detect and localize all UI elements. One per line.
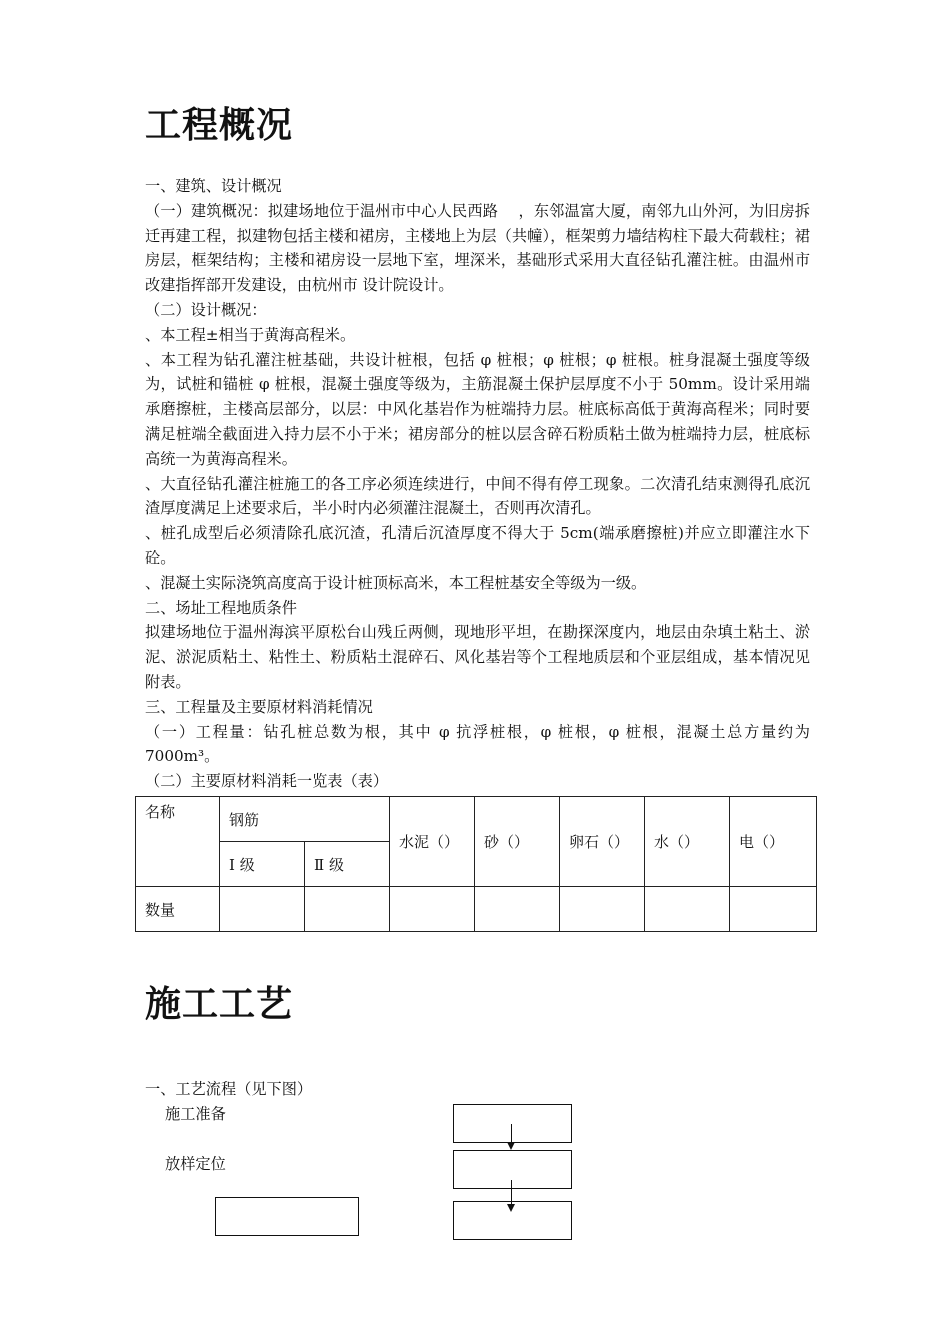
table-cell-power: 电（） xyxy=(730,797,817,887)
flow-box-side xyxy=(215,1197,359,1236)
heading-geology: 二、场址工程地质条件 xyxy=(145,598,297,617)
heading-building-design: 一、建筑、设计概况 xyxy=(145,177,282,195)
flow-arrow-head-1 xyxy=(507,1142,515,1150)
table-cell-empty xyxy=(730,887,817,932)
paragraph-geology: 拟建场地位于温州海滨平原松台山残丘两侧，现地形平坦，在勘探深度内，地层由杂填土粘土、淤泥、淤泥质粘土、粘性土、粉质粘土混碎石、风化基岩等个工程地质层和个亚层组成，基本情况见附表。 xyxy=(145,623,810,691)
heading-design-overview: （二）设计概况： xyxy=(145,300,267,319)
table-cell-grade2: Ⅱ 级 xyxy=(305,842,390,887)
table-cell-steel-header: 钢筋 xyxy=(220,797,390,842)
heading-materials-table: （二）主要原材料消耗一览表（表） xyxy=(145,772,388,791)
table-cell-empty xyxy=(645,887,730,932)
heading-quantities: 三、工程量及主要原材料消耗情况 xyxy=(145,697,373,716)
flow-arrow-line-1 xyxy=(511,1124,512,1144)
paragraph-elevation: 、本工程±相当于黄海高程米。 xyxy=(145,325,356,344)
table-cell-empty xyxy=(220,887,305,932)
paragraph-quantities: （一）工程量：钻孔桩总数为根，其中 φ 抗浮桩根，φ 桩根，φ 桩根，混凝土总方量约为 7000m³。 xyxy=(145,722,810,766)
flow-box-1 xyxy=(453,1104,572,1143)
paragraph-building-overview: （一）建筑概况：拟建场地位于温州市中心人民西路 ，东邻温富大厦，南邻九山外河，为旧房拆迁再建工程，拟建物包括主楼和裙房，主楼地上为层（共幢），框架剪力墙结构柱下最大荷载柱；裙房层，框架结构；主楼和裙房设一层地下室，埋深米，基础形式采用大直径钻孔灌注桩。由温州市 改建指挥部开发建设，由杭州市 设计院设计。 xyxy=(145,201,810,295)
page-title-overview: 工程概况 xyxy=(145,105,294,146)
table-header-row xyxy=(136,797,817,842)
table-cell-grade1: Ⅰ 级 xyxy=(220,842,305,887)
table-cell-empty xyxy=(560,887,645,932)
table-cell-name-header: 名称 xyxy=(136,797,220,887)
paragraph-sediment-clearing: 、桩孔成型后必须清除孔底沉渣，孔清后沉渣厚度不得大于 5cm(端承磨擦桩)并应立即灌注水下砼。 xyxy=(145,524,810,567)
overview-body xyxy=(145,174,810,794)
table-cell-empty xyxy=(390,887,475,932)
flow-heading: 一、工艺流程（见下图） xyxy=(145,1080,313,1098)
page-title-process: 施工工艺 xyxy=(145,984,294,1025)
table-cell-empty xyxy=(475,887,560,932)
materials-table xyxy=(135,796,817,932)
flow-arrow-head-2 xyxy=(507,1204,515,1212)
paragraph-concrete-height: 、混凝土实际浇筑高度高于设计桩顶标高米，本工程桩基安全等级为一级。 xyxy=(145,573,647,592)
flow-step-positioning: 放样定位 xyxy=(165,1155,226,1173)
table-cell-water: 水（） xyxy=(645,797,730,887)
flow-step-preparation: 施工准备 xyxy=(165,1105,226,1123)
flow-arrow-line-2 xyxy=(511,1180,512,1205)
table-cell-empty xyxy=(305,887,390,932)
paragraph-pile-foundation: 、本工程为钻孔灌注桩基础，共设计桩根，包括 φ 桩根；φ 桩根；φ 桩根。桩身混凝土强度等级为，试桩和锚桩 φ 桩根，混凝土强度等级为，主筋混凝土保护层厚度不小于 50mm。设计采用端承磨擦桩，主楼高层部分，以层：中风化基岩作为桩端持力层。桩底标高低于黄海高程米；同时要满足桩端全截面进入持力层不小于米；裙房部分的桩以层含碎石粉质粘土做为桩端持力层，桩底标高统一为黄海高程米。 xyxy=(145,350,810,468)
flow-box-2 xyxy=(453,1150,572,1189)
table-cell-sand: 砂（） xyxy=(475,797,560,887)
table-cell-quantity-label: 数量 xyxy=(136,887,220,932)
table-cell-cement: 水泥（） xyxy=(390,797,475,887)
table-row xyxy=(136,887,817,932)
paragraph-continuous-process: 、大直径钻孔灌注桩施工的各工序必须连续进行，中间不得有停工现象。二次清孔结束测得孔底沉渣厚度满足上述要求后，半小时内必须灌注混凝土，否则再次清孔。 xyxy=(145,474,810,518)
table-cell-pebble: 卵石（） xyxy=(560,797,645,887)
